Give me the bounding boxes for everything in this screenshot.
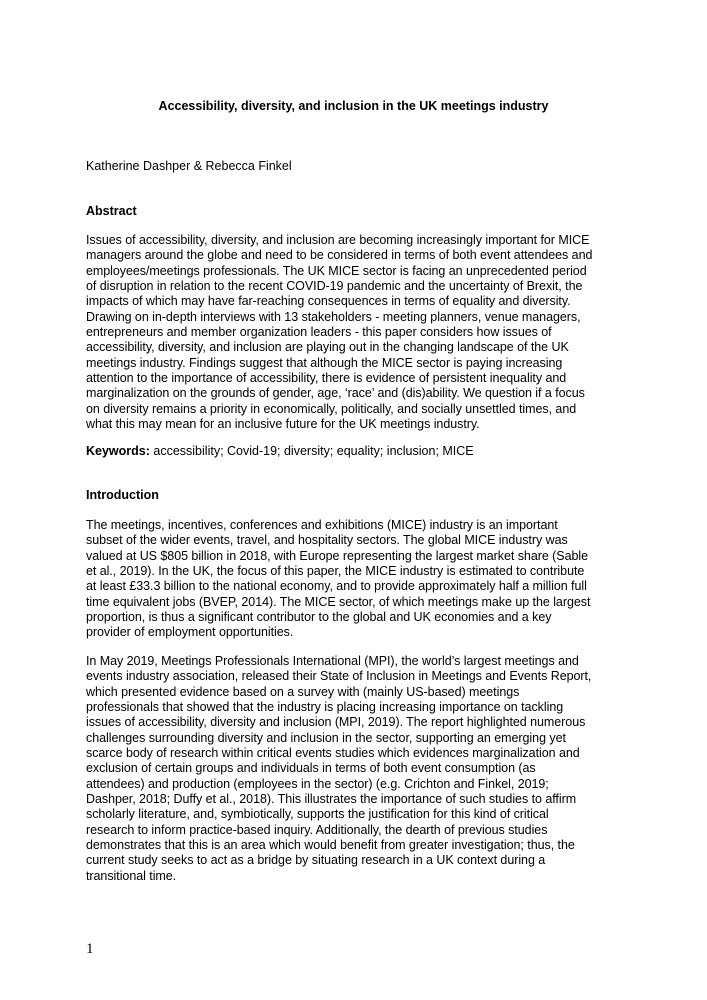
- text-line: The meetings, incentives, conferences and exhibitions (MICE) industry is an important: [86, 518, 558, 532]
- text-line: valued at US $805 billion in 2018, with Europe representing the largest market share (Sable: [86, 548, 589, 563]
- abstract-body: [86, 233, 626, 432]
- keywords-label: Keywords:: [86, 444, 150, 458]
- text-line: of disruption in relation to the recent COVID-19 pandemic and the uncertainty of Brexit, the: [86, 279, 583, 294]
- abstract-heading: Abstract: [86, 204, 137, 218]
- text-line: challenges surrounding diversity and inclusion in the sector, supporting an emerging yet: [86, 730, 566, 745]
- text-line: meetings industry. Findings suggest that although the MICE sector is paying increasing: [86, 355, 563, 370]
- text-line: Drawing on in-depth interviews with 13 stakeholders - meeting planners, venue managers,: [86, 309, 581, 324]
- text-line: scholarly literature, and, symbiotically, supports the justification for this kind of critical: [86, 807, 549, 822]
- text-line: events industry association, released their State of Inclusion in Meetings and Events Report,: [86, 669, 592, 684]
- text-line: demonstrates that this is an area which would benefit from greater investigation; thus, the: [86, 838, 575, 853]
- text-line: managers around the globe and need to be considered in terms of both event attendees and: [86, 248, 593, 263]
- text-line: issues of accessibility, diversity and inclusion (MPI, 2019). The report highlighted numerous: [86, 715, 586, 730]
- keywords-text: accessibility; Covid-19; diversity; equality; inclusion; MICE: [149, 444, 474, 458]
- text-line: what this may mean for an inclusive future for the UK meetings industry.: [86, 417, 480, 432]
- introduction-paragraph-1: [86, 518, 626, 641]
- text-line: research to inform practice-based inquiry. Additionally, the dearth of previous studies: [86, 822, 548, 837]
- text-line: Issues of accessibility, diversity, and inclusion are becoming increasingly important for MICE: [86, 233, 590, 247]
- text-line: et al., 2019). In the UK, the focus of this paper, the MICE industry is estimated to contribute: [86, 564, 585, 579]
- text-line: attendees) and production (employees in the sector) (e.g. Crichton and Finkel, 2019;: [86, 776, 549, 791]
- text-line: provider of employment opportunities.: [86, 625, 294, 640]
- text-line: time equivalent jobs (BVEP, 2014). The MICE sector, of which meetings make up the largest: [86, 594, 591, 609]
- text-line: employees/meetings professionals. The UK MICE sector is facing an unprecedented period: [86, 263, 587, 278]
- text-line: In May 2019, Meetings Professionals International (MPI), the world’s largest meetings and: [86, 654, 579, 668]
- page-number: 1: [86, 941, 94, 957]
- text-line: professionals that showed that the industry is placing increasing importance on tackling: [86, 700, 564, 715]
- paper-title: Accessibility, diversity, and inclusion in the UK meetings industry: [158, 99, 549, 113]
- text-line: impacts of which may have far-reaching consequences in terms of equality and diversity.: [86, 294, 571, 309]
- text-line: at least £33.3 billion to the national economy, and to provide approximately half a million full: [86, 579, 587, 594]
- introduction-paragraph-2: [86, 654, 626, 884]
- keywords-line: [86, 443, 474, 459]
- text-line: on diversity remains a priority in economically, politically, and socially unsettled times, and: [86, 401, 577, 416]
- text-line: attention to the importance of accessibility, there is evidence of persistent inequality and: [86, 371, 567, 386]
- text-line: Dashper, 2018; Duffy et al., 2018). This illustrates the importance of such studies to affirm: [86, 792, 577, 807]
- text-line: which presented evidence based on a survey with (mainly US-based) meetings: [86, 684, 520, 699]
- text-line: subset of the wider events, travel, and hospitality sectors. The global MICE industry was: [86, 533, 568, 548]
- introduction-heading: Introduction: [86, 488, 159, 502]
- author-line: Katherine Dashper & Rebecca Finkel: [86, 159, 292, 173]
- text-line: marginalization on the grounds of gender, age, ‘race’ and (dis)ability. We question if a focus: [86, 386, 585, 401]
- text-line: exclusion of certain groups and individuals in terms of both event consumption (as: [86, 761, 536, 776]
- text-line: scarce body of research within critical events studies which evidences marginalization and: [86, 746, 580, 761]
- text-line: proportion, is thus a significant contributor to the global and UK economies and a key: [86, 610, 552, 625]
- text-line: current study seeks to act as a bridge by situating research in a UK context during a: [86, 853, 546, 868]
- text-line: entrepreneurs and member organization leaders - this paper considers how issues of: [86, 325, 552, 340]
- text-line: accessibility, diversity, and inclusion are playing out in the changing landscape of the UK: [86, 340, 569, 355]
- text-line: transitional time.: [86, 868, 177, 883]
